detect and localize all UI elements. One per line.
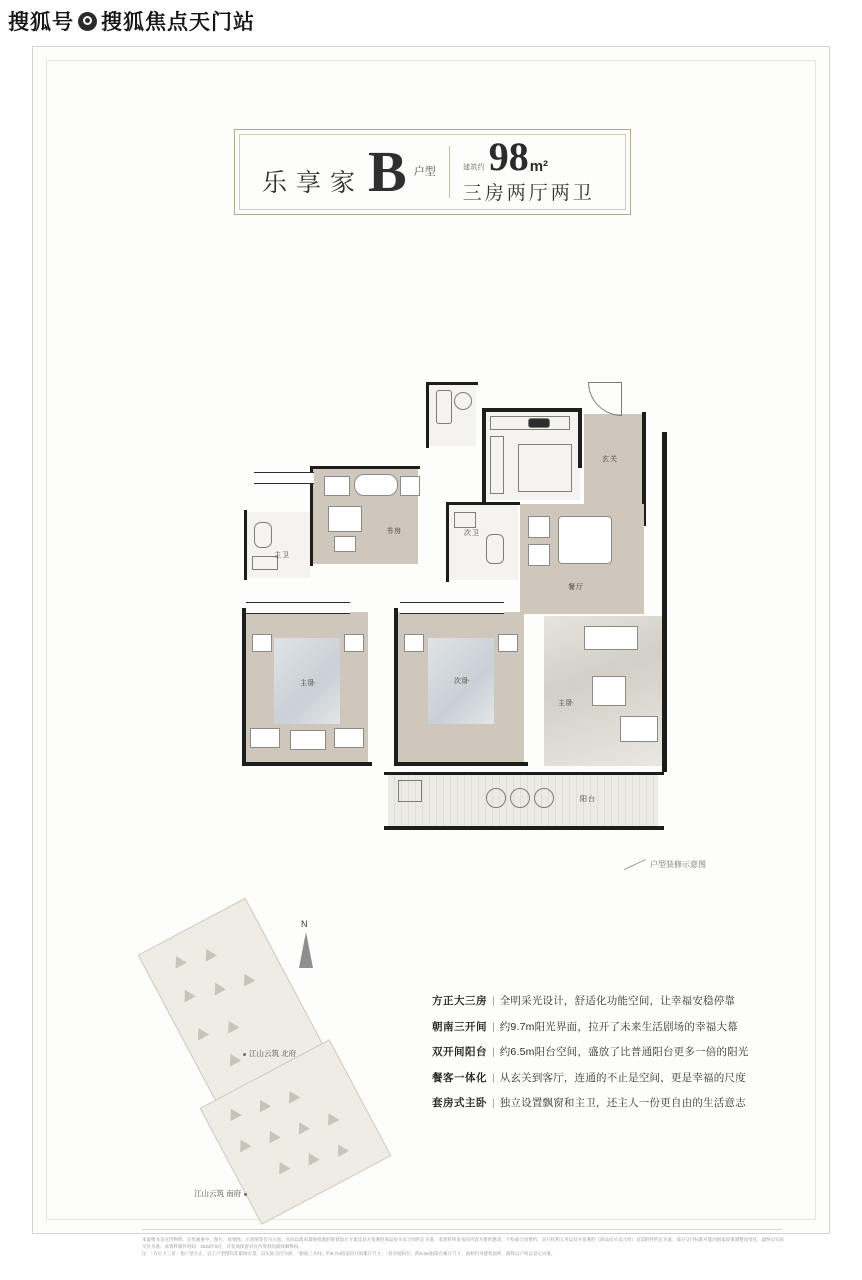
plan-chair: [334, 536, 356, 552]
area-value: 98: [488, 134, 529, 179]
site-unit-icon: [264, 1128, 281, 1144]
feature-item: 双开间阳台 | 约6.5m阳台空间，盛放了比普通阳台更多一倍的阳光: [432, 1046, 749, 1058]
site-unit-icon: [323, 1110, 340, 1126]
feature-separator: |: [492, 1046, 495, 1058]
plan-wall: [242, 762, 372, 766]
feature-item: 方正大三房 | 全明采光设计，舒适化功能空间，让幸福安稳停靠: [432, 995, 736, 1007]
title-divider: [449, 146, 450, 198]
plan-wall: [310, 466, 420, 469]
plan-furniture: [324, 476, 350, 496]
plan-chair: [528, 516, 550, 538]
compass-north-label: N: [301, 919, 308, 929]
plan-fridge: [518, 444, 572, 492]
plan-furniture: [334, 728, 364, 748]
site-unit-icon: [193, 1025, 210, 1041]
room-label-balcony: 阳台: [580, 796, 596, 803]
plan-wall: [242, 608, 246, 766]
plan-wall: [482, 408, 582, 412]
type-letter: B: [368, 138, 407, 204]
plan-wall: [394, 762, 528, 766]
plan-dining-table: [558, 516, 612, 564]
plan-stove-icon: [528, 418, 550, 428]
area-unit: m²: [529, 158, 549, 175]
plan-wall: [244, 510, 247, 580]
plan-coffee-table: [592, 676, 626, 706]
series-name: 乐享家: [262, 169, 365, 197]
plan-fixture: [454, 392, 472, 410]
watermark-account: 搜狐焦点天门站: [101, 11, 255, 34]
plan-tv-cabinet: [620, 716, 658, 742]
plan-counter: [490, 436, 504, 494]
plan-sofa: [584, 626, 638, 650]
caption-leader-line: [624, 859, 646, 870]
plan-toilet: [486, 534, 504, 564]
feature-separator: |: [492, 1071, 495, 1084]
site-unit-icon: [225, 1051, 242, 1067]
floorplan-caption-wrap: [623, 859, 706, 870]
room-label-entry: 玄关: [602, 456, 618, 463]
site-unit-icon: [294, 1119, 311, 1135]
title-left: [240, 138, 436, 204]
plan-plant: [510, 788, 530, 808]
plan-wall: [482, 408, 486, 502]
watermark-brand: 搜狐号: [8, 11, 74, 34]
plan-door-swing: [588, 382, 622, 416]
site-unit-icon: [333, 1141, 350, 1157]
plan-bay-window: [246, 602, 350, 614]
plan-plant: [534, 788, 554, 808]
plan-wall: [394, 608, 398, 766]
plan-plant: [486, 788, 506, 808]
site-unit-icon: [255, 1097, 272, 1113]
plan-nightstand: [344, 634, 364, 652]
feature-item: 餐客一体化 | 从玄关到客厅，连通的不止是空间，更是幸福的尺度: [432, 1071, 746, 1084]
watermark-header: [8, 6, 255, 36]
plan-wall: [662, 432, 667, 772]
feature-separator: |: [492, 995, 495, 1007]
plan-wall: [426, 382, 478, 385]
site-unit-icon: [284, 1088, 301, 1104]
plan-nightstand: [498, 634, 518, 652]
feature-list: [432, 994, 792, 1122]
site-label-south: 江山云筑 南府: [194, 1188, 250, 1199]
plan-furniture: [354, 474, 398, 496]
site-unit-icon: [201, 946, 218, 962]
footnote: [142, 1236, 787, 1257]
room-label-study: 书房: [386, 528, 402, 535]
plan-nightstand: [404, 634, 424, 652]
sohu-circle-icon: [78, 12, 97, 31]
plan-fixture: [436, 390, 452, 424]
plan-wall: [426, 382, 429, 448]
layout-text: 三房两厅两卫: [462, 183, 595, 204]
feature-separator: |: [492, 1097, 495, 1109]
plan-chair: [528, 544, 550, 566]
plan-tv-cabinet: [290, 730, 326, 750]
footnote-line-1: 本案楼书及宣传物料、宣传画册中，图片、效果图、示意图等仅为示意，实际以政府最终批准的规划设计方案及双方签署的商品房买卖合同约定为准；本资料所发布的内容为要约邀请，不构成合同要约，双方权利义务以双方签署的《商品房买卖合同》及其附件约定为准；部分交付标准可能因国家政策调整而变化，最终以实际交付为准；本资料制作时间：2023年9月，开发商保留对宣传资料的最终解释权。: [142, 1237, 785, 1249]
plan-desk: [328, 506, 362, 532]
area-label: 建筑约: [462, 163, 485, 172]
room-label-second-bath: 次卫: [464, 530, 480, 537]
plan-wall: [446, 502, 520, 505]
room-label-second-bedroom: 次卧: [454, 678, 470, 685]
site-label-north: 江山云筑 北府: [240, 1048, 296, 1059]
plan-wall: [384, 826, 664, 830]
plan-window: [254, 472, 314, 484]
plan-wall: [578, 408, 582, 468]
site-unit-icon: [209, 980, 226, 996]
title-plate: [234, 129, 631, 215]
footnote-divider: [142, 1229, 782, 1230]
poster-page: [32, 46, 830, 1256]
type-suffix: 户型: [413, 165, 436, 178]
plan-nightstand: [252, 634, 272, 652]
site-plan: [162, 906, 462, 1226]
room-label-living: 主卧: [558, 700, 574, 707]
plan-furniture: [400, 476, 420, 496]
plan-laundry: [398, 780, 422, 802]
site-unit-icon: [179, 987, 196, 1003]
feature-item: 朝南三开间 | 约9.7m阳光界面，拉开了未来生活剧场的幸福大幕: [432, 1020, 738, 1033]
room-label-master-bath: 主卫: [274, 552, 290, 559]
plan-bay-window: [400, 602, 504, 614]
site-unit-icon: [170, 953, 187, 969]
site-unit-icon: [223, 1018, 240, 1034]
feature-separator: |: [492, 1020, 495, 1033]
site-dot-icon: [243, 1053, 246, 1056]
plan-toilet: [254, 522, 272, 548]
site-unit-icon: [274, 1159, 291, 1175]
floorplan-drawing: [228, 376, 706, 869]
plan-wall: [446, 502, 449, 582]
site-unit-icon: [303, 1150, 320, 1166]
footnote-line-2: 注：「方正大三房」指户型方正，以上户型图均非最终实景，以实际交付为准；「朝南三开间」约9.7m指南向开间累计尺寸；「双开间阳台」约6.5m指阳台累计尺寸；面积均为建筑面积，最终以产权证登记为准。: [142, 1251, 556, 1256]
title-right: [462, 134, 595, 205]
site-unit-icon: [239, 971, 256, 987]
plan-wall: [384, 772, 664, 775]
floorplan-caption: 户型装修示意图: [650, 860, 706, 869]
feature-item: 套房式主卧 | 独立设置飘窗和主卫，还主人一份更自由的生活意志: [432, 1097, 746, 1109]
plan-sink: [454, 512, 476, 528]
plan-furniture: [250, 728, 280, 748]
room-label-master-bedroom: 主卧: [300, 680, 316, 687]
site-unit-icon: [225, 1106, 242, 1122]
site-dot-icon: [244, 1193, 247, 1196]
site-unit-icon: [235, 1137, 252, 1153]
room-label-dining: 餐厅: [568, 584, 584, 591]
